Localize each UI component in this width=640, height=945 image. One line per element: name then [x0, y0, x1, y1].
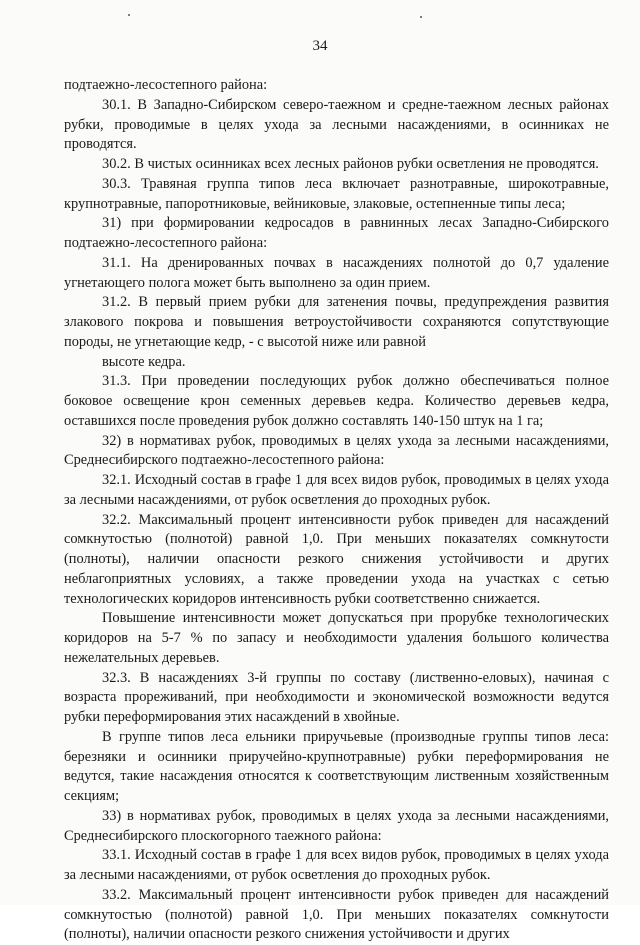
paragraph: 31.1. На дренированных почвах в насаждениях полнотой до 0,7 удаление угнетающего полога может быть выполнено за один прием.	[64, 254, 609, 291]
paragraph: 31.2. В первый прием рубки для затенения почвы, предупреждения развития злакового покрова и повышения ветроустойчивости сохраняются сопутствующие породы, не угнетающие кедр, - с высотой ниже или равной	[64, 294, 609, 350]
scan-speck	[128, 14, 130, 16]
page-number: 34	[312, 38, 328, 54]
scan-speck	[420, 16, 422, 18]
document-body	[64, 76, 609, 945]
paragraph: 33) в нормативах рубок, проводимых в целях ухода за лесными насаждениями, Среднесибирского плоскогорного таежного района:	[64, 807, 609, 844]
paragraph: В группе типов леса ельники приручьевые (производные группы типов леса: березняки и осинники приручейно-крупнотравные) рубки переформирования не ведутся, такие насаждения относятся к соответствующим лиственным хозяйственным секциям;	[64, 728, 609, 804]
paragraph: 32.2. Максимальный процент интенсивности рубок приведен для насаждений сомкнутостью (полнотой) равной 1,0. При меньших показателях сомкнутости (полноты), наличии опасности резкого снижения устойчивости и других неблагоприятных условиях, а также проведении ухода на участках с сетью технологических коридоров интенсивность рубки соответственно снижается.	[64, 511, 609, 607]
paragraph: 32.3. В насаждениях 3-й группы по составу (лиственно-еловых), начиная с возраста прореживаний, при необходимости и экономической возможности ведутся рубки переформирования этих насаждений в хвойные.	[64, 669, 609, 725]
paragraph: 30.2. В чистых осинниках всех лесных районов рубки осветления не проводятся.	[102, 156, 599, 172]
paragraph: 32.1. Исходный состав в графе 1 для всех видов рубок, проводимых в целях ухода за лесными насаждениями, от рубок осветления до проходных рубок.	[64, 472, 609, 508]
scan-specks	[0, 14, 640, 20]
paragraph: 31.3. При проведении последующих рубок должно обеспечиваться полное боковое освещение крон семенных деревьев кедра. Количество деревьев кедра, оставшихся после проведения рубок должно составлять 140-150 штук на 1 га;	[64, 373, 609, 429]
paragraph: 33.1. Исходный состав в графе 1 для всех видов рубок, проводимых в целях ухода за лесными насаждениями, от рубок осветления до проходных рубок.	[64, 847, 609, 883]
paragraph: 31) при формировании кедросадов в равнинных лесах Западно-Сибирского подтаежно-лесостепного района:	[64, 215, 609, 251]
paragraph: Повышение интенсивности может допускаться при прорубке технологических коридоров на 5-7 % по запасу и необходимости удаления большого количества нежелательных деревьев.	[64, 610, 609, 666]
paragraph: высоте кедра.	[102, 353, 186, 370]
paragraph: подтаежно-лесостепного района:	[64, 77, 268, 93]
paragraph: 33.2. Максимальный процент интенсивности рубок приведен для насаждений сомкнутостью (полнотой) равной 1,0. При меньших показателях сомкнутости (полноты), наличии опасности резкого снижения устойчивости и других	[64, 886, 609, 943]
paragraph: 32) в нормативах рубок, проводимых в целях ухода за лесными насаждениями, Среднесибирского подтаежно-лесостепного района:	[64, 432, 609, 469]
paragraph: 30.1. В Западно-Сибирском северо-таежном и средне-таежном лесных районах рубки, проводимые в целях ухода за лесными насаждениями, в осинниках не проводятся.	[64, 96, 609, 153]
paragraph: 30.3. Травяная группа типов леса включает разнотравные, широкотравные, крупнотравные, папоротниковые, вейниковые, злаковые, остепненные типы леса;	[64, 175, 609, 212]
